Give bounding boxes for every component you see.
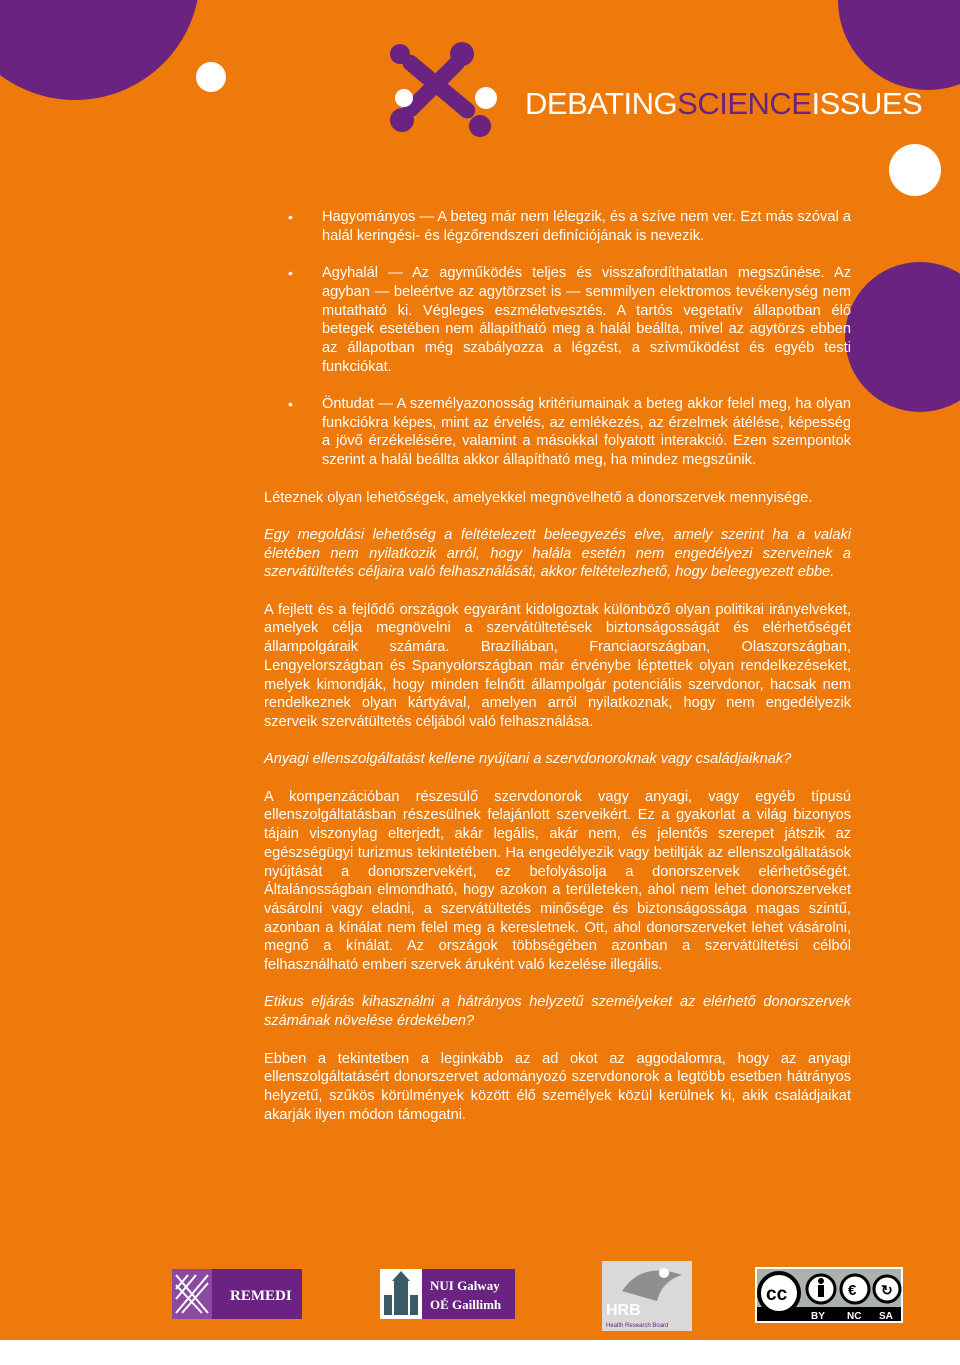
cc-by-nc-sa-icon [755, 1267, 903, 1323]
paragraph: Léteznek olyan lehetőségek, amelyekkel megnövelhető a donorszervek mennyisége. [264, 489, 813, 506]
cc-label-sa: SA [879, 1311, 893, 1322]
paragraph: Ebben a tekintetben a leginkább az ad okot az aggodalomra, hogy az anyagi ellenszolgáltatásért donorszervet adományozó szervdonorok a legtöbb esetben hátrányos helyzetű, szűkös körülmények között élő személyek közül kerülnek ki, akik családjaikat akarják ilyen módon támogatni. [264, 1050, 851, 1123]
page-bottom-edge [0, 1340, 960, 1365]
brand-part-3: ISSUES [811, 86, 923, 121]
purple-circle-top-right [838, 0, 960, 90]
remedi-label: REMEDI [230, 1288, 292, 1304]
italic-paragraph: Egy megoldási lehetőség a feltételezett beleegyezés elve, amely szerint ha a valaki életében nem nyilatkozik arról, hogy halála esetén nem engedélyezi szerveinek a szervátültetés céljaira való felhasználását, akkor feltételezhető, hogy beleegyezett ebbe. [264, 526, 851, 581]
main-content [264, 208, 851, 1143]
paragraph: A fejlett és a fejlődő országok egyaránt kidolgoztak különböző olyan politikai irányelveket, amelyek célja megnövelni a szervátültetések biztonságosságát és elérhetőségét állampolgáraik számára. Brazíliában, Franciaországban, Olaszországban, Lengyelországban és Spanyolországban már érvénybe léptettek olyan rendelkezéseket, melyek kimondják, hogy minden felnőtt állampolgár potenciális szervdonor, hacsak nem rendelkeznek olyan kártyával, amelyen arról nyilatkoznak, hogy nem engedélyezik szerveik szervátültetés céljából való felhasználása. [264, 601, 851, 730]
list-item: • Agyhalál — Az agyműködés teljes és visszafordíthatatlan megszűnése. Az agyban — beleértve az agytörzset is — semmilyen elektromos tevékenység nem mutatható ki. Végleges eszméletvesztés. A tartós vegetatív állapotban élő betegek esetében nem állapítható meg a halál beállta, mivel az agytörzs ebben az állapotban még szabályozza a légzést, a szívműködést és egyéb testi funkciókat. [322, 264, 851, 376]
hrb-subtitle: Health Research Board [606, 1323, 669, 1329]
list-item: • Öntudat — A személyazonosság kritériumainak a beteg akkor felel meg, ha olyan funkciókra képes, mint az érvelés, az emlékezés, az érzelmek átélése, képesség a jövő érzékelésére, valamint a másokkal folyatott interakció. Ezen szempontok szerint a halál beállta akkor állapítható meg, ha mindez megszűnik. [322, 395, 851, 470]
hrb-label: HRB [606, 1302, 641, 1319]
white-circle-right [889, 144, 941, 196]
list-item: • Hagyományos — A beteg már nem lélegzik, és a szíve nem ver. Ezt más szóval a halál keringési- és légzőrendszeri definíciójának is nevezik. [322, 208, 851, 245]
white-circle-top-left [196, 62, 226, 92]
purple-circle-top-left [0, 0, 200, 100]
footer-logos [0, 1255, 960, 1335]
paragraph: A kompenzációban részesülő szervdonorok vagy anyagi, vagy egyéb típusú ellenszolgáltatásban részesülnek felajánlott szerveikért. Ez a gyakorlat a világ bizonyos tájain viszonylag elterjedt, akár legális, akár nem, és jelentős szerepet játszik az egészségügyi turizmus tekintetében. Ha engedélyezik vagy betiltják az ellenszolgáltatások nyújtását a donorszervekért, ez befolyásolja a donorszervek elérhetőségét. Általánosságban elmondható, hogy azokon a területeken, ahol nem lehet donorszerveket vásárolni vagy eladni, a szervátültetés minősége és biztonságossága magas szintű, azonban a kínálat nem felel meg a keresletnek. Ott, ahol donorszerveket lehet vásárolni, megnő a kínálat. Az országok többségében azonban a szervátültetési célból felhasználható emberi szervek áruként való kezelése illegális. [264, 788, 851, 974]
brand-part-2: SCIENCE [677, 86, 812, 121]
svg-text:€: € [848, 1282, 857, 1299]
brand-part-1: DEBATING [525, 86, 678, 121]
hrb-logo-icon [602, 1261, 692, 1331]
nui-line-1: NUI Galway [430, 1278, 500, 1293]
purple-circle-right [845, 262, 960, 412]
svg-text:cc: cc [766, 1284, 788, 1305]
remedi-logo-icon [172, 1269, 302, 1319]
brand-wordmark [525, 86, 922, 122]
svg-text:↻: ↻ [881, 1282, 893, 1298]
question-heading: Anyagi ellenszolgáltatást kellene nyújtani a szervdonoroknak vagy családjaiknak? [264, 751, 792, 768]
definition-list [264, 208, 851, 470]
debating-science-logo-icon [380, 40, 520, 140]
nui-line-2: OÉ Gaillimh [430, 1297, 502, 1312]
cc-label-nc: NC [847, 1311, 862, 1322]
cc-label-by: BY [811, 1311, 825, 1322]
question-heading: Etikus eljárás kihasználni a hátrányos helyzetű személyeket az elérhető donorszervek számának növelése érdekében? [264, 994, 851, 1030]
nui-galway-logo-icon [380, 1269, 515, 1319]
